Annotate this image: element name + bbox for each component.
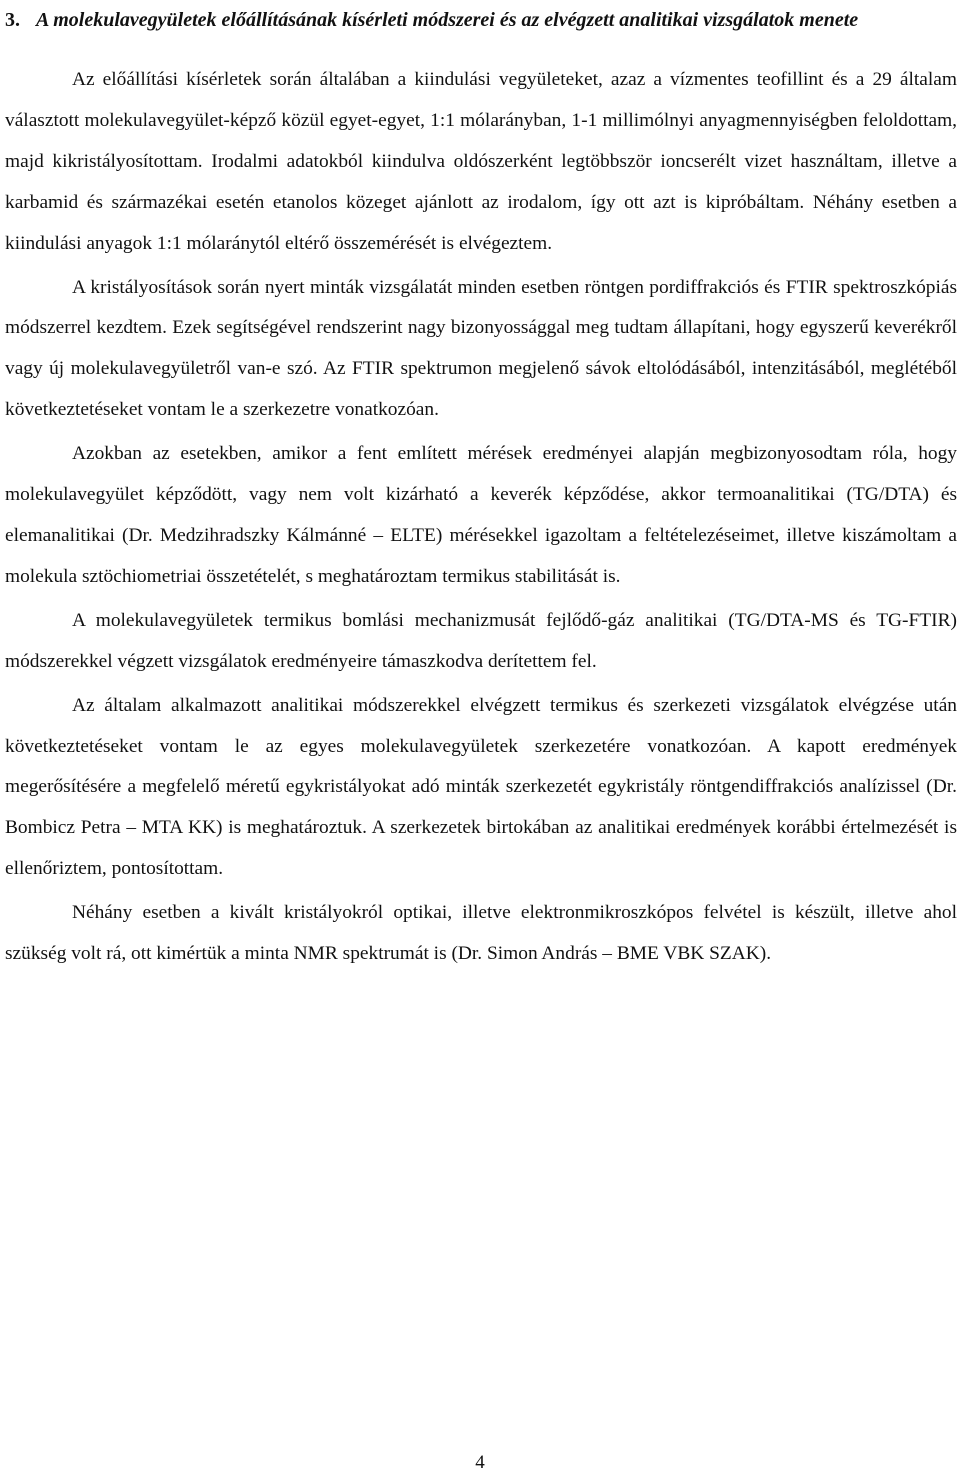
paragraph-4: A molekulavegyületek termikus bomlási mechanizmusát fejlődő-gáz analitikai (TG/DTA-MS és TG-FTIR) módszerekkel végzett vizsgálatok eredményeire támaszkodva derítettem fel. [5,609,957,672]
paragraph-5: Az általam alkalmazott analitikai módszerekkel elvégzett termikus és szerkezeti vizsgálatok elvégzése után következtetéseket vontam le az egyes molekulavegyületek szerkezetére vonatkozóan. A kapott eredmények megerősítésére a megfelelő méretű egykristályokat adó minták szerkezetét egykristály röntgendiffrakciós analízissel (Dr. Bombicz Petra – MTA KK) is meghatároztuk. A szerkezetek birtokában az analitikai eredmények korábbi értelmezését is ellenőriztem, pontosítottam. [5,694,957,880]
section-title: A molekulavegyületek előállításának kísérleti módszerei és az elvégzett analitikai vizsgálatok menete [36,9,859,31]
page-number: 4 [475,1452,485,1473]
document-page [5,0,957,975]
section-heading [5,0,957,41]
paragraph-6: Néhány esetben a kivált kristályokról optikai, illetve elektronmikroszkópos felvétel is készült, illetve ahol szükség volt rá, ott kimértük a minta NMR spektrumát is (Dr. Simon András – BME VBK SZAK). [5,902,957,965]
paragraph-2: A kristályosítások során nyert minták vizsgálatát minden esetben röntgen pordiffrakciós és FTIR spektroszkópiás módszerrel kezdtem. Ezek segítségével rendszerint nagy bizonyossággal meg tudtam állapítani, hogy egyszerű keverékről vagy új molekulavegyületről van-e szó. Az FTIR spektrumon megjelenő sávok eltolódásából, intenzitásából, meglétéből következtetéseket vontam le a szerkezetre vonatkozóan. [5,276,957,421]
paragraph-3: Azokban az esetekben, amikor a fent említett mérések eredményei alapján megbizonyosodtam róla, hogy molekulavegyület képződött, vagy nem volt kizárható a keverék képződése, akkor termoanalitikai (TG/DTA) és elemanalitikai (Dr. Medzihradszky Kálmánné – ELTE) mérésekkel igazoltam a feltételezéseimet, illetve kiszámoltam a molekula sztöchiometriai összetételét, s meghatároztam termikus stabilitását is. [5,443,957,587]
paragraph-1: Az előállítási kísérletek során általában a kiindulási vegyületeket, azaz a vízmentes teofillint és a 29 általam választott molekulavegyület-képző közül egyet-egyet, 1:1 mólarányban, 1-1 millimólnyi anyagmennyiségben feloldottam, majd kikristályosítottam. Irodalmi adatokból kiindulva oldószerként legtöbbször ioncserélt vizet használtam, illetve a karbamid és származékai esetén etanolos közeget ajánlott az irodalom, így ott azt is kipróbáltam. Néhány esetben a kiindulási anyagok 1:1 mólaránytól eltérő összemérését is elvégeztem. [5,69,957,254]
section-number: 3. [5,9,20,31]
